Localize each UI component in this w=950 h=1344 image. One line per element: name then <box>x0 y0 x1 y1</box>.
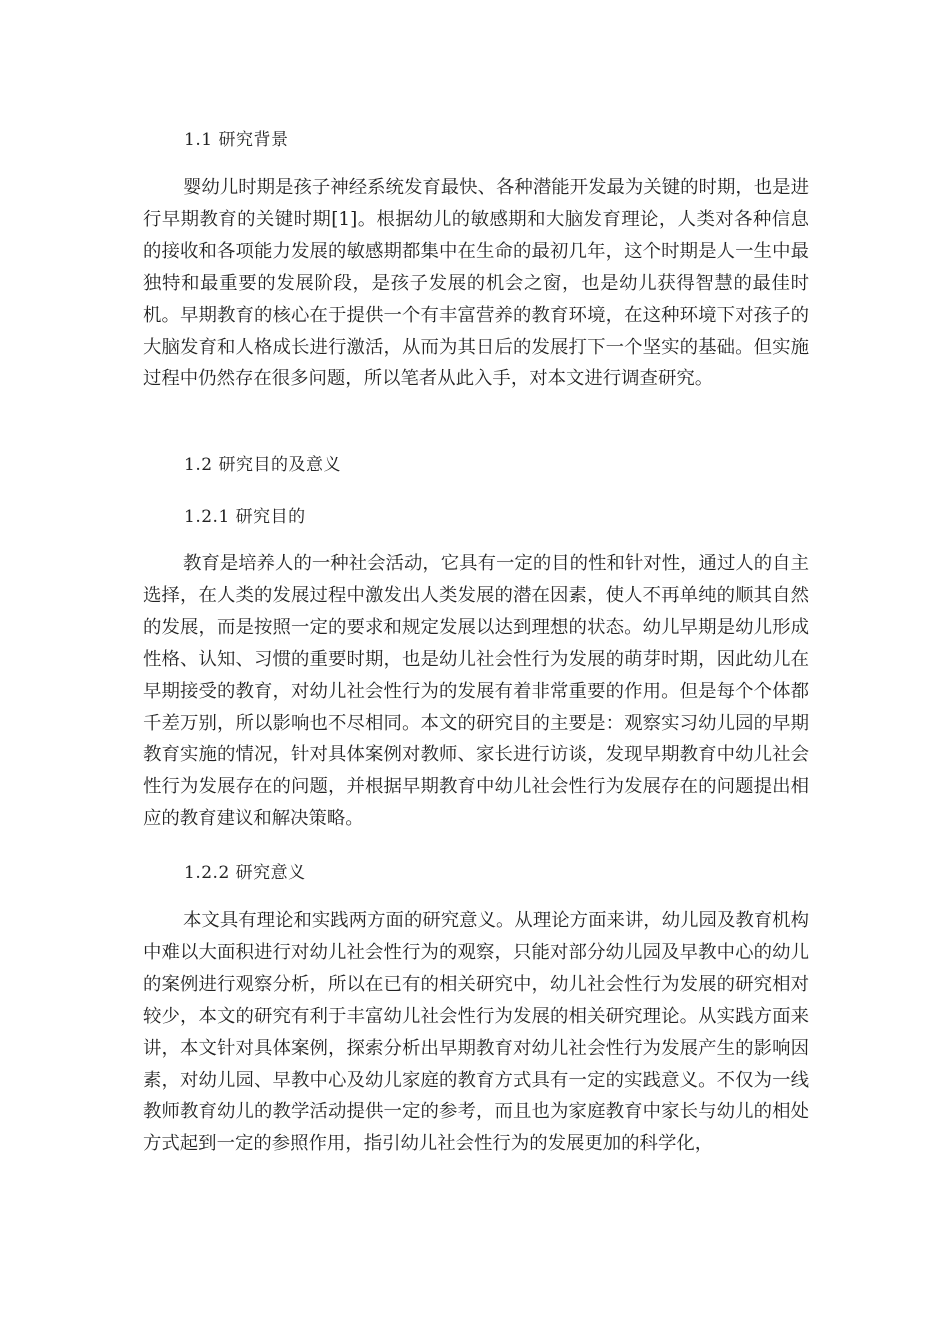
paragraph-research-background: 婴幼儿时期是孩子神经系统发育最快、各种潜能开发最为关键的时期，也是进行早期教育的关键时期[1]。根据幼儿的敏感期和大脑发育理论，人类对各种信息的接收和各项能力发展的敏感期都集中在生命的最初几年，这个时期是人一生中最独特和最重要的发展阶段，是孩子发展的机会之窗，也是幼儿获得智慧的最佳时机。早期教育的核心在于提供一个有丰富营养的教育环境，在这种环境下对孩子的大脑发育和人格成长进行激活，从而为其日后的发展打下一个坚实的基础。但实施过程中仍然存在很多问题，所以笔者从此入手，对本文进行调查研究。 <box>143 177 809 390</box>
paragraph-research-significance: 本文具有理论和实践两方面的研究意义。从理论方面来讲，幼儿园及教育机构中难以大面积进行对幼儿社会性行为的观察，只能对部分幼儿园及早教中心的幼儿的案例进行观察分析，所以在已有的相关研究中，幼儿社会性行为发展的研究相对较少，本文的研究有利于丰富幼儿社会性行为发展的相关研究理论。从实践方面来讲，本文针对具体案例，探索分析出早期教育对幼儿社会性行为发展产生的影响因素，对幼儿园、早教中心及幼儿家庭的教育方式具有一定的实践意义。不仅为一线教师教育幼儿的教学活动提供一定的参考，而且也为家庭教育中家长与幼儿的相处方式起到一定的参照作用，指引幼儿社会性行为的发展更加的科学化， <box>143 910 809 1155</box>
heading-research-significance: 1.2.2 研究意义 <box>184 863 306 883</box>
heading-research-purpose-and-significance: 1.2 研究目的及意义 <box>184 455 341 475</box>
paragraph-research-purpose: 教育是培养人的一种社会活动，它具有一定的目的性和针对性，通过人的自主选择，在人类的发展过程中激发出人类发展的潜在因素，使人不再单纯的顺其自然的发展，而是按照一定的要求和规定发展以达到理想的状态。幼儿早期是幼儿形成性格、认知、习惯的重要时期，也是幼儿社会性行为发展的萌芽时期，因此幼儿在早期接受的教育，对幼儿社会性行为的发展有着非常重要的作用。但是每个个体都千差万别，所以影响也不尽相同。本文的研究目的主要是：观察实习幼儿园的早期教育实施的情况，针对具体案例对教师、家长进行访谈，发现早期教育中幼儿社会性行为发展存在的问题，并根据早期教育中幼儿社会性行为发展存在的问题提出相应的教育建议和解决策略。 <box>143 553 809 830</box>
heading-research-background: 1.1 研究背景 <box>184 130 289 150</box>
heading-research-purpose: 1.2.1 研究目的 <box>184 507 306 527</box>
